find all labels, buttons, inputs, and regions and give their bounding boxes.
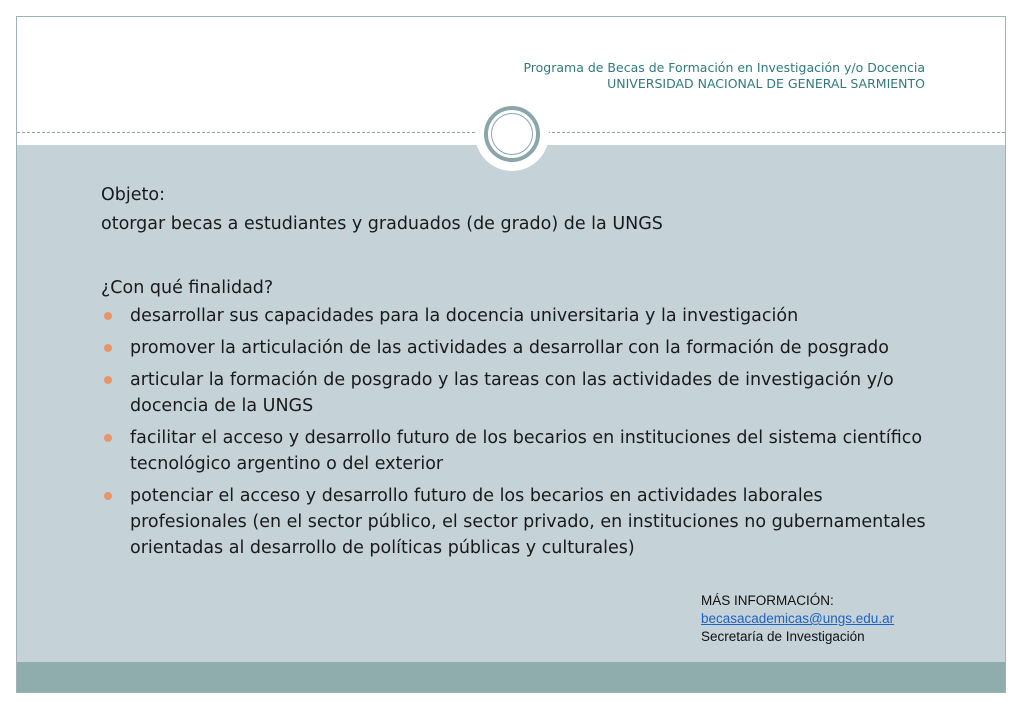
inner-ring-icon	[491, 113, 533, 155]
list-item	[101, 303, 930, 329]
list-item	[101, 335, 930, 361]
bullet-dot-icon	[104, 376, 112, 384]
more-info-block	[701, 592, 894, 646]
university-name: UNIVERSIDAD NACIONAL DE GENERAL SARMIENTO	[607, 76, 925, 91]
more-info-label: MÁS INFORMACIÓN:	[701, 593, 834, 608]
spacer	[101, 239, 961, 274]
bullet-dot-icon	[104, 434, 112, 442]
list-item-text: articular la formación de posgrado y las tareas con las actividades de investigación y/o docencia de la UNGS	[130, 370, 894, 416]
bullet-dot-icon	[104, 312, 112, 320]
slide-body	[101, 181, 961, 567]
bullet-dot-icon	[104, 492, 112, 500]
list-item-text: potenciar el acceso y desarrollo futuro de los becarios en actividades laborales profesionales (en el sector público, el sector privado, en instituciones no gubernamentales orientadas al desarrollo de políticas públicas y culturales)	[130, 486, 926, 558]
bullet-dot-icon	[104, 344, 112, 352]
slide	[16, 16, 1006, 693]
finalidad-list	[101, 303, 961, 561]
program-title: Programa de Becas de Formación en Investigación y/o Docencia	[523, 60, 925, 75]
list-item	[101, 483, 930, 561]
list-item	[101, 367, 930, 419]
objeto-text: otorgar becas a estudiantes y graduados (de grado) de la UNGS	[101, 214, 663, 234]
objeto-label: Objeto:	[101, 185, 165, 205]
finalidad-label: ¿Con qué finalidad?	[101, 278, 274, 298]
footer-band	[17, 662, 1005, 693]
email-link[interactable]: becasacademicas@ungs.edu.ar	[701, 611, 895, 626]
list-item-text: promover la articulación de las actividades a desarrollar con la formación de posgrado	[130, 338, 889, 358]
list-item	[101, 425, 930, 477]
list-item-text: desarrollar sus capacidades para la docencia universitaria y la investigación	[130, 306, 799, 326]
list-item-text: facilitar el acceso y desarrollo futuro de los becarios en instituciones del sistema científico tecnológico argentino o del exterior	[130, 428, 923, 474]
department-name: Secretaría de Investigación	[701, 629, 865, 644]
